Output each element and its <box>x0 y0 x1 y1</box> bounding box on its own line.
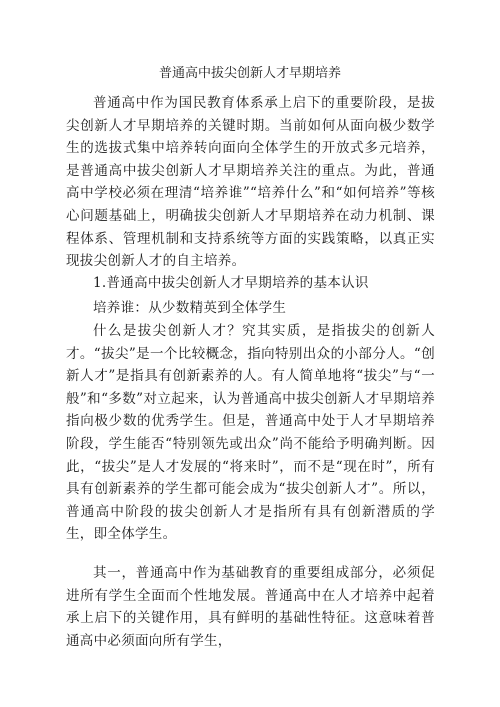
body-paragraph-2: 其一，普通高中作为基础教育的重要组成部分，必须促进所有学生全面而个性地发展。普通高中在人才培养中起着承上启下的关键作用，具有鲜明的基础性特征。这意味着普通高中必须面向所有学生， <box>66 565 435 649</box>
section-heading: 1.普通高中拔尖创新人才早期培养的基本认识 <box>93 275 369 291</box>
intro-paragraph: 普通高中作为国民教育体系承上启下的重要阶段，是拔尖创新人才早期培养的关键时期。当前如何从面向极少数学生的选拔式集中培养转向面向全体学生的开放式多元培养，是普通高中拔尖创新人才早期培养关注的重点。为此，普通高中学校必须在理清“培养谁”“培养什么”和“如何培养”等核心问题基础上，明确拔尖创新人才早期培养在动力机制、课程体系、管理机制和支持系统等方面的实践策略，以真正实现拔尖创新人才的自主培养。 <box>66 95 435 270</box>
subheading: 培养谁：从少数精英到全体学生 <box>93 300 287 316</box>
document-title: 普通高中拔尖创新人才早期培养 <box>158 66 341 81</box>
body-paragraph-1: 什么是拔尖创新人才？究其实质，是指拔尖的创新人才。“拔尖”是一个比较概念，指向特别出众的小部分人。“创新人才”是指具有创新素养的人。有人简单地将“拔尖”与“一般”和“多数”对立起来，认为普通高中拔尖创新人才早期培养指向极少数的优秀学生。但是，普通高中处于人才早期培养阶段，学生能否“特别领先或出众”尚不能给予明确判断。因此，“拔尖”是人才发展的“将来时”，而不是“现在时”，所有具有创新素养的学生都可能会成为“拔尖创新人才”。所以，普通高中阶段的拔尖创新人才是指所有具有创新潜质的学生，即全体学生。 <box>66 323 435 543</box>
